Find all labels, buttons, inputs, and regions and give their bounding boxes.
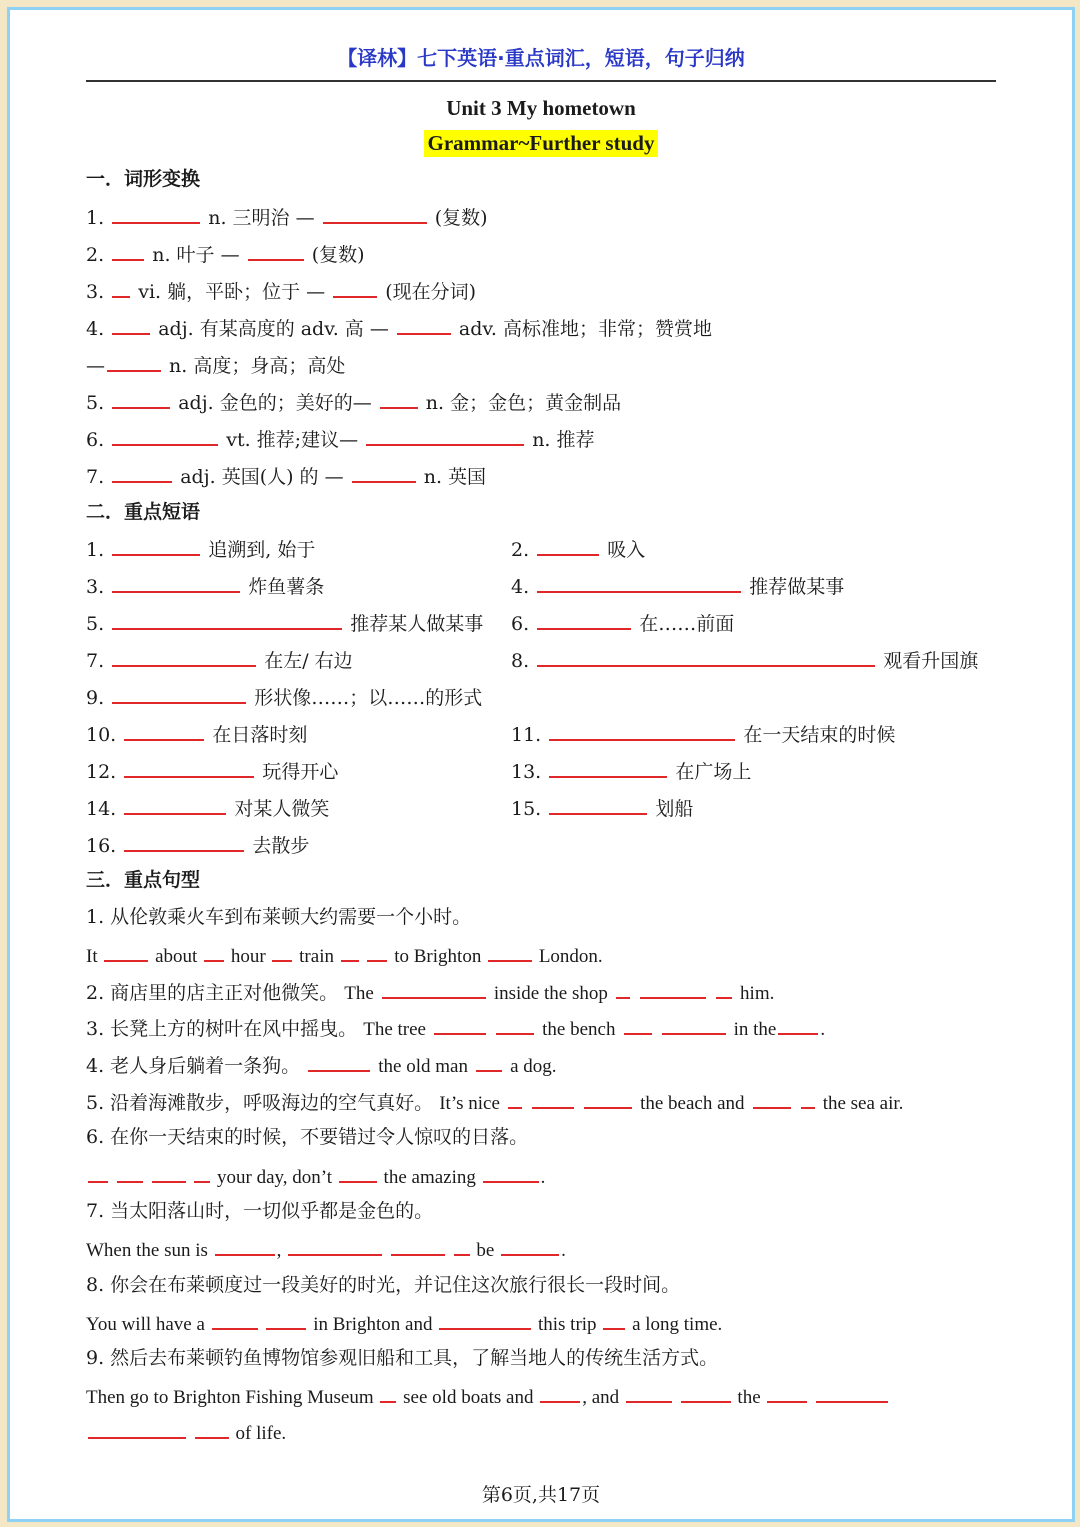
answer-blank[interactable] — [716, 979, 732, 999]
section1-heading: 一．词形变换 — [86, 168, 201, 190]
answer-blank[interactable] — [341, 942, 359, 962]
answer-blank[interactable] — [816, 1383, 888, 1403]
answer-blank[interactable] — [152, 1163, 186, 1183]
answer-blank[interactable] — [537, 536, 599, 556]
phrase-item-10: 10. 在日落时刻 — [86, 721, 307, 747]
word-item-5: 5. adj. 金色的；美好的— n. 金；金色；黄金制品 — [86, 389, 621, 415]
answer-blank[interactable] — [333, 278, 377, 298]
answer-blank[interactable] — [397, 315, 451, 335]
answer-blank[interactable] — [107, 352, 161, 372]
answer-blank[interactable] — [195, 1419, 229, 1439]
answer-blank[interactable] — [112, 389, 170, 409]
answer-blank[interactable] — [272, 942, 292, 962]
answer-blank[interactable] — [501, 1236, 559, 1256]
phrase-item-13: 13. 在广场上 — [511, 758, 751, 784]
section2-heading: 二．重点短语 — [86, 501, 201, 523]
answer-blank[interactable] — [124, 795, 226, 815]
answer-blank[interactable] — [549, 795, 647, 815]
phrase-item-2: 2. 吸入 — [511, 536, 645, 562]
answer-blank[interactable] — [603, 1310, 625, 1330]
answer-blank[interactable] — [640, 979, 706, 999]
answer-blank[interactable] — [112, 610, 342, 630]
sentence-6-chinese: 6. 在你一天结束的时候，不要错过令人惊叹的日落。 — [86, 1126, 529, 1148]
answer-blank[interactable] — [88, 1163, 108, 1183]
answer-blank[interactable] — [117, 1163, 143, 1183]
phrase-item-12: 12. 玩得开心 — [86, 758, 338, 784]
answer-blank[interactable] — [454, 1236, 470, 1256]
answer-blank[interactable] — [323, 204, 427, 224]
answer-blank[interactable] — [112, 241, 144, 261]
phrase-item-15: 15. 划船 — [511, 795, 693, 821]
sentence-1-english: It about hour train to Brighton London. — [86, 942, 603, 969]
answer-blank[interactable] — [308, 1052, 370, 1072]
answer-blank[interactable] — [439, 1310, 531, 1330]
sentence-3: 3. 长凳上方的树叶在风中摇曳。 The tree the bench in the . — [86, 1015, 825, 1042]
answer-blank[interactable] — [266, 1310, 306, 1330]
answer-blank[interactable] — [488, 942, 532, 962]
answer-blank[interactable] — [508, 1089, 522, 1109]
answer-blank[interactable] — [549, 721, 735, 741]
answer-blank[interactable] — [352, 463, 416, 483]
answer-blank[interactable] — [112, 426, 218, 446]
sentence-7-chinese: 7. 当太阳落山时，一切似乎都是金色的。 — [86, 1200, 434, 1222]
answer-blank[interactable] — [616, 979, 630, 999]
sentence-5: 5. 沿着海滩散步，呼吸海边的空气真好。 It’s nice the beach and the sea air. — [86, 1089, 903, 1116]
sentence-4: 4. 老人身后躺着一条狗。 the old man a dog. — [86, 1052, 557, 1079]
answer-blank[interactable] — [366, 426, 524, 446]
sentence-8-chinese: 8. 你会在布莱顿度过一段美好的时光，并记住这次旅行很长一段时间。 — [86, 1274, 681, 1296]
answer-blank[interactable] — [339, 1163, 377, 1183]
sentence-2: 2. 商店里的店主正对他微笑。 The inside the shop him. — [86, 979, 774, 1006]
word-item-2: 2. n. 叶子 — (复数) — [86, 241, 365, 267]
phrase-item-11: 11. 在一天结束的时候 — [511, 721, 895, 747]
answer-blank[interactable] — [112, 573, 240, 593]
header-rule — [86, 80, 996, 82]
answer-blank[interactable] — [112, 463, 172, 483]
answer-blank[interactable] — [104, 942, 148, 962]
answer-blank[interactable] — [112, 204, 200, 224]
answer-blank[interactable] — [532, 1089, 574, 1109]
answer-blank[interactable] — [753, 1089, 791, 1109]
answer-blank[interactable] — [537, 647, 875, 667]
answer-blank[interactable] — [112, 536, 200, 556]
phrase-item-3: 3. 炸鱼薯条 — [86, 573, 324, 599]
sentence-9-chinese: 9. 然后去布莱顿钓鱼博物馆参观旧船和工具，了解当地人的传统生活方式。 — [86, 1347, 719, 1369]
answer-blank[interactable] — [124, 832, 244, 852]
answer-blank[interactable] — [112, 278, 130, 298]
unit-title: Unit 3 My hometown — [446, 96, 636, 120]
answer-blank[interactable] — [537, 610, 631, 630]
answer-blank[interactable] — [778, 1015, 818, 1035]
answer-blank[interactable] — [767, 1383, 807, 1403]
answer-blank[interactable] — [380, 389, 418, 409]
worksheet-page — [18, 14, 1064, 1515]
answer-blank[interactable] — [367, 942, 387, 962]
answer-blank[interactable] — [88, 1419, 186, 1439]
phrase-item-14: 14. 对某人微笑 — [86, 795, 329, 821]
sentence-8-english: You will have a in Brighton and this trip a long time. — [86, 1310, 722, 1337]
word-item-4-cont: — n. 高度；身高；高处 — [86, 352, 345, 378]
answer-blank[interactable] — [204, 942, 224, 962]
phrase-item-8: 8. 观看升国旗 — [511, 647, 978, 673]
document-title: 【译林】七下英语·重点词汇，短语，句子归纳 — [337, 46, 745, 70]
answer-blank[interactable] — [380, 1383, 396, 1403]
answer-blank[interactable] — [124, 721, 204, 741]
answer-blank[interactable] — [540, 1383, 580, 1403]
phrase-item-16: 16. 去散步 — [86, 832, 309, 858]
answer-blank[interactable] — [215, 1236, 275, 1256]
answer-blank[interactable] — [584, 1089, 632, 1109]
answer-blank[interactable] — [112, 647, 256, 667]
answer-blank[interactable] — [382, 979, 486, 999]
answer-blank[interactable] — [549, 758, 667, 778]
word-item-7: 7. adj. 英国(人) 的 — n. 英国 — [86, 463, 486, 489]
answer-blank[interactable] — [212, 1310, 258, 1330]
answer-blank[interactable] — [537, 573, 741, 593]
phrase-item-7: 7. 在左/ 右边 — [86, 647, 353, 673]
answer-blank[interactable] — [194, 1163, 210, 1183]
answer-blank[interactable] — [476, 1052, 502, 1072]
answer-blank[interactable] — [391, 1236, 445, 1256]
sentence-7-english: When the sun is , be . — [86, 1236, 566, 1263]
answer-blank[interactable] — [662, 1015, 726, 1035]
sentence-6-english: your day, don’t the amazing . — [86, 1163, 545, 1190]
word-item-4: 4. adj. 有某高度的 adv. 高 — adv. 高标准地；非常；赞赏地 — [86, 315, 712, 341]
phrase-item-1: 1. 追溯到, 始于 — [86, 536, 315, 562]
phrase-item-6: 6. 在……前面 — [511, 610, 734, 636]
sentence-9-english-cont: of life. — [86, 1419, 286, 1446]
answer-blank[interactable] — [681, 1383, 731, 1403]
phrase-item-4: 4. 推荐做某事 — [511, 573, 844, 599]
phrase-item-9: 9. 形状像……；以……的形式 — [86, 684, 482, 710]
word-item-6: 6. vt. 推荐;建议— n. 推荐 — [86, 426, 595, 452]
answer-blank[interactable] — [624, 1015, 652, 1035]
page-number: 第6页,共17页 — [481, 1484, 601, 1506]
answer-blank[interactable] — [112, 684, 246, 704]
sentence-1-chinese: 1. 从伦敦乘火车到布莱顿大约需要一个小时。 — [86, 906, 472, 928]
answer-blank[interactable] — [288, 1236, 382, 1256]
answer-blank[interactable] — [626, 1383, 672, 1403]
answer-blank[interactable] — [112, 315, 150, 335]
answer-blank[interactable] — [124, 758, 254, 778]
word-item-3: 3. vi. 躺，平卧；位于 — (现在分词) — [86, 278, 476, 304]
answer-blank[interactable] — [801, 1089, 815, 1109]
page-frame — [7, 7, 1075, 1522]
section3-heading: 三．重点句型 — [86, 869, 201, 891]
word-item-1: 1. n. 三明治 — (复数) — [86, 204, 488, 230]
phrase-item-5: 5. 推荐某人做某事 — [86, 610, 483, 636]
answer-blank[interactable] — [248, 241, 304, 261]
sentence-9-english: Then go to Brighton Fishing Museum see old boats and , and the — [86, 1383, 890, 1410]
answer-blank[interactable] — [496, 1015, 534, 1035]
answer-blank[interactable] — [483, 1163, 539, 1183]
answer-blank[interactable] — [434, 1015, 486, 1035]
lesson-subtitle: Grammar~Further study — [424, 130, 659, 157]
